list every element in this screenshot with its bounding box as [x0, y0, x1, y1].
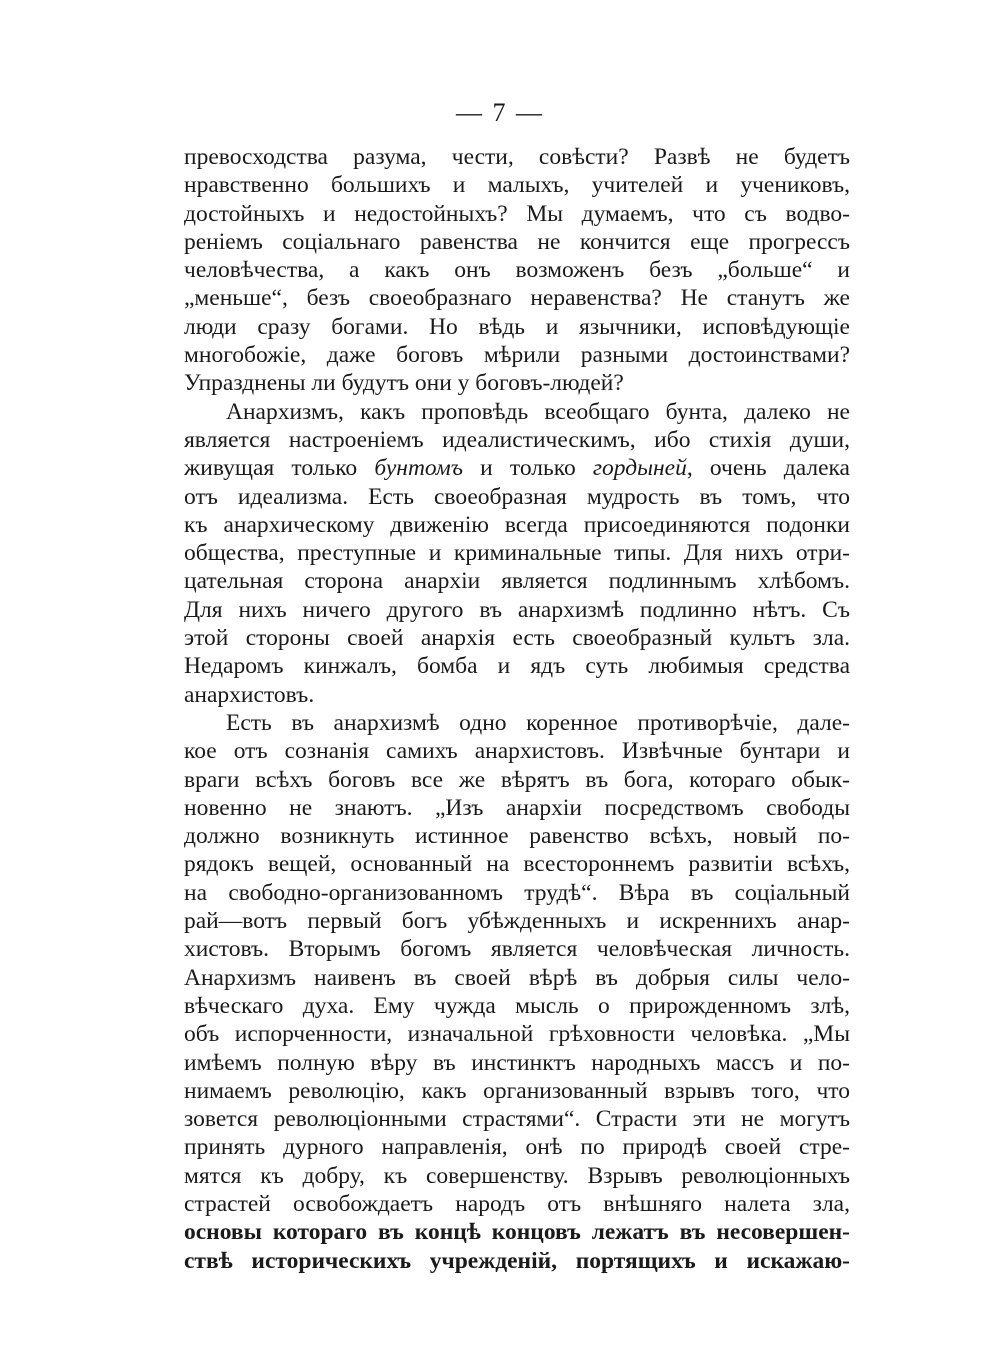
text-line: достойныхъ и недостойныхъ? Мы думаемъ, что съ водво-	[184, 200, 850, 227]
text-line: враги всѣхъ боговъ все же вѣрятъ въ бога, котораго обык-	[184, 766, 850, 793]
text-line: принять дурного направленія, онѣ по природѣ своей стре-	[184, 1134, 850, 1161]
text-line: ствѣ историческихъ учрежденій, портящихъ и искажаю-	[184, 1247, 850, 1274]
text-run: и только	[462, 455, 593, 482]
text-line: рай—вотъ первый богъ убѣжденныхъ и искреннихъ анар-	[184, 908, 850, 935]
text-line: объ испорченности, изначальной грѣховности человѣка. „Мы	[184, 1021, 850, 1048]
text-line: новенно не знаютъ. „Изъ анархіи посредствомъ свободы	[184, 794, 850, 821]
text-line: мятся къ добру, къ совершенству. Взрывъ революціонныхъ	[184, 1162, 850, 1189]
italic-word: гордыней	[592, 455, 687, 482]
text-line: страстей освобождаетъ народъ отъ внѣшняго налета зла,	[184, 1190, 850, 1217]
text-line: является настроеніемъ идеалистическимъ, ибо стихія души,	[184, 426, 850, 453]
text-line: многобожіе, даже боговъ мѣрили разными достоинствами?	[184, 342, 850, 369]
text-line: человѣчества, а какъ онъ возможенъ безъ „больше“ и	[184, 257, 850, 284]
text-line: люди сразу богами. Но вѣдь и язычники, исповѣдующіе	[184, 313, 850, 340]
text-line: зовется революціонными страстями“. Страсти эти не могутъ	[184, 1106, 850, 1133]
text-line: кое отъ сознанія самихъ анархистовъ. Извѣчные бунтари и	[184, 738, 850, 765]
text-line: вѣческаго духа. Ему чужда мысль о прирожденномъ злѣ,	[184, 992, 850, 1019]
text-line: рядокъ вещей, основанный на всестороннемъ развитіи всѣхъ,	[184, 851, 850, 878]
text-line: хистовъ. Вторымъ богомъ является человѣческая личность.	[184, 936, 850, 963]
text-line: Недаромъ кинжалъ, бомба и ядъ суть любимыя средства	[184, 653, 850, 680]
text-line: общества, преступные и криминальные типы. Для нихъ отри-	[184, 540, 850, 567]
italic-word: бунтомъ	[374, 455, 463, 482]
text-line: превосходства разума, чести, совѣсти? Развѣ не будетъ	[184, 144, 850, 170]
text-line: основы котораго въ концѣ концовъ лежатъ въ несовершен-	[184, 1219, 850, 1246]
text-line: къ анархическому движенію всегда присоединяются подонки	[184, 511, 850, 538]
text-line: нравственно большихъ и малыхъ, учителей и учениковъ,	[184, 172, 850, 199]
text-line: нимаемъ революцію, какъ организованный взрывъ того, что	[184, 1077, 850, 1104]
text-line: Есть въ анархизмѣ одно коренное противорѣчіе, дале-	[226, 709, 850, 736]
text-line: должно возникнуть истинное равенство всѣхъ, новый по-	[184, 823, 850, 850]
text-line: Анархизмъ наивенъ въ своей вѣрѣ въ добрыя силы чело-	[184, 964, 850, 991]
body-text	[184, 143, 850, 1275]
text-line: имѣемъ полную вѣру въ инстинктъ народныхъ массъ и по-	[184, 1049, 850, 1076]
text-line-mixed	[184, 454, 850, 482]
page-number: — 7 —	[456, 98, 544, 127]
text-line: Упразднены ли будутъ они у боговъ-людей?	[184, 370, 624, 397]
text-line: на свободно-организованномъ трудѣ“. Вѣра въ соціальный	[184, 879, 850, 906]
text-run: живущая только	[184, 455, 375, 482]
text-line: отъ идеализма. Есть своеобразная мудрость въ томъ, что	[184, 483, 850, 510]
text-line: Анархизмъ, какъ проповѣдь всеобщаго бунта, далеко не	[226, 398, 850, 425]
text-line: Для нихъ ничего другого въ анархизмѣ подлинно нѣтъ. Съ	[184, 596, 850, 623]
text-line: „меньше“, безъ своеобразнаго неравенства? Не станутъ же	[184, 285, 850, 312]
text-run: , очень далека	[686, 455, 850, 482]
text-line: этой стороны своей анархія есть своеобразный культъ зла.	[184, 625, 850, 652]
text-line: реніемъ соціальнаго равенства не кончится еще прогрессъ	[184, 228, 850, 255]
text-line: цательная сторона анархіи является подлиннымъ хлѣбомъ.	[184, 568, 850, 595]
text-line: анархистовъ.	[184, 681, 315, 708]
